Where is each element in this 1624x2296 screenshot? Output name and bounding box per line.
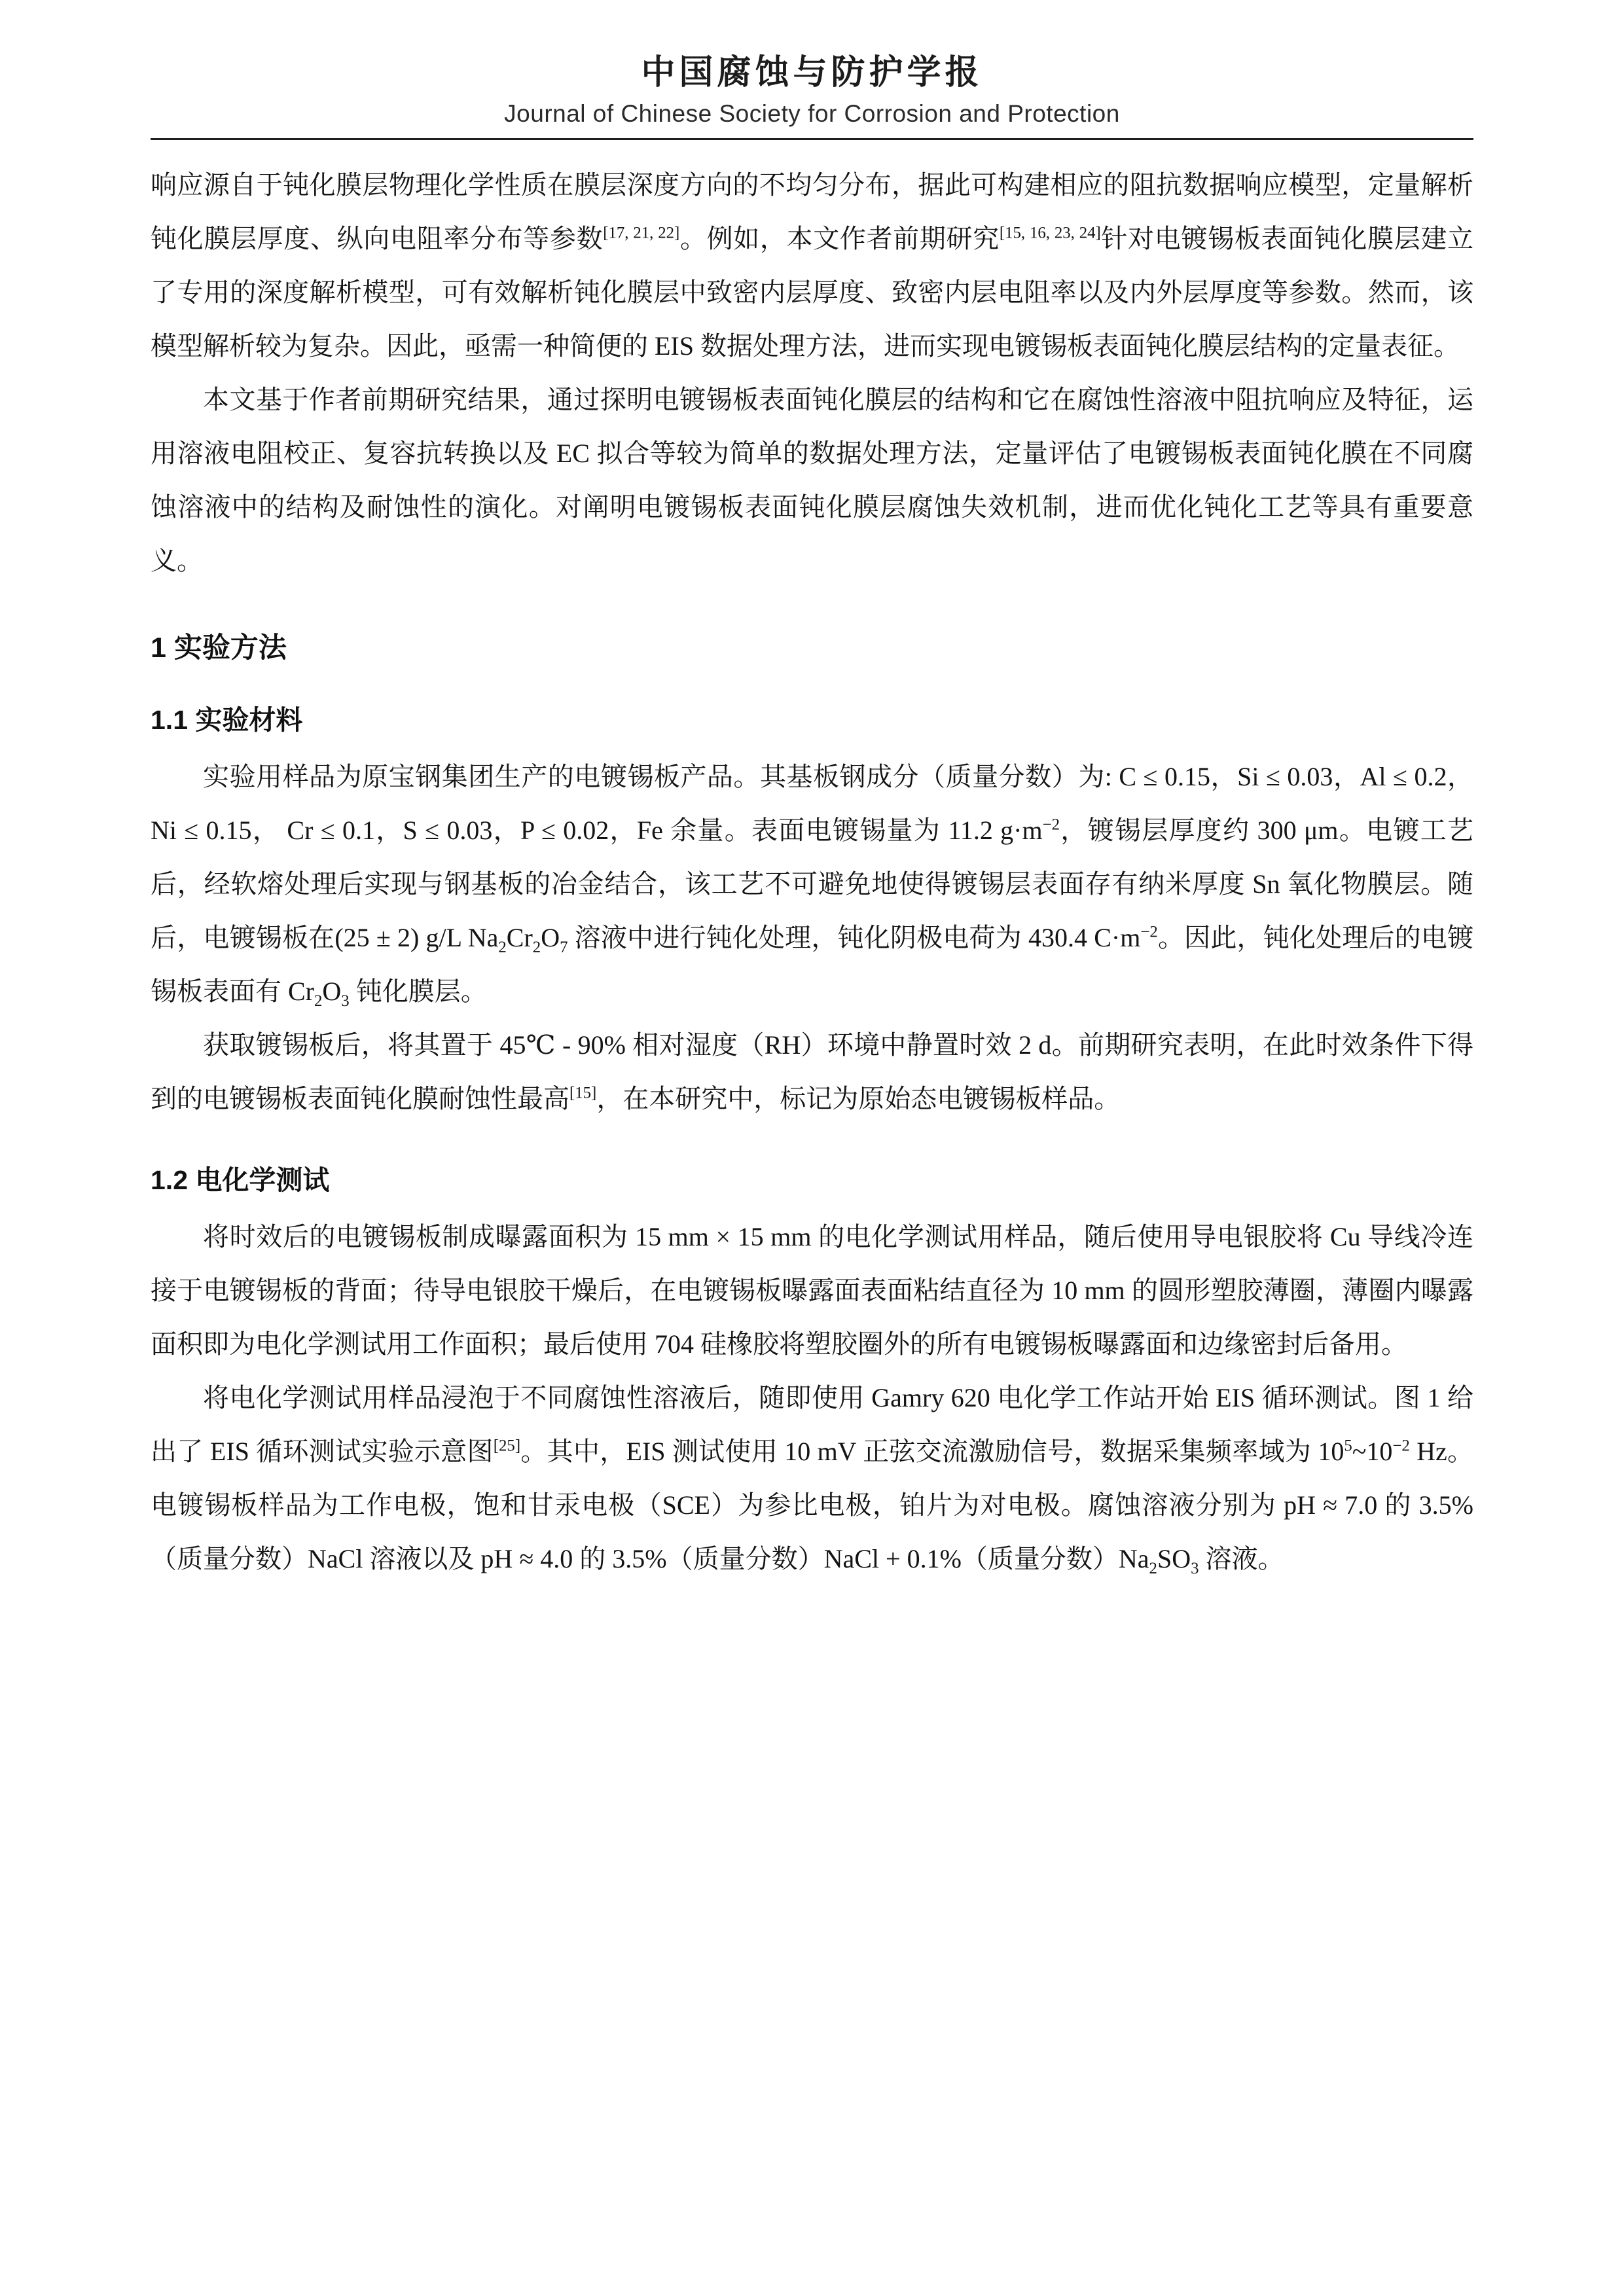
subsection-heading-1-1: 1.1 实验材料 (151, 705, 303, 735)
body-paragraph-continuation: 响应源自于钝化膜层物理化学性质在膜层深度方向的不均匀分布，据此可构建相应的阻抗数据响应模型，定量解析钝化膜层厚度、纵向电阻率分布等参数[17, 21, 22]。例如，本文作者前期研究[15, 16, 23, 24]针对电镀锡板表面钝化膜层建立了专用的深度解析模型，可有效解析钝化膜层中致密内层厚度、致密内层电阻率以及内外层厚度等参数。然而，该模型解析较为复杂。因此，亟需一种简便的 EIS 数据处理方法，进而实现电镀锡板表面钝化膜层结构的定量表征。 (151, 170, 1474, 361)
journal-title-en: Journal of Chinese Society for Corrosion and Protection (504, 100, 1120, 127)
body-paragraph: 本文基于作者前期研究结果，通过探明电镀锡板表面钝化膜层的结构和它在腐蚀性溶液中阻抗响应及特征，运用溶液电阻校正、复容抗转换以及 EC 拟合等较为简单的数据处理方法，定量评估了电镀锡板表面钝化膜在不同腐蚀溶液中的结构及耐蚀性的演化。对阐明电镀锡板表面钝化膜层腐蚀失效机制，进而优化钝化工艺等具有重要意义。 (151, 385, 1473, 575)
paper-body (151, 158, 1473, 1586)
body-paragraph: 实验用样品为原宝钢集团生产的电镀锡板产品。其基板钢成分（质量分数）为: C ≤ 0.15，Si ≤ 0.03，Al ≤ 0.2，Ni ≤ 0.15， Cr ≤ 0.1，S ≤ 0.03，P ≤ 0.02，Fe 余量。表面电镀锡量为 11.2 $g\cdot m^{-2}$，镀锡层厚度约 300 μm。电镀工艺后，经软熔处理后实现与钢基板的冶金结合，该工艺不可避免地使得镀锡层表面存有纳米厚度 Sn 氧化物膜层。随后，电镀锡板在(25 ± 2) g/L $Na_2Cr_2O_7$ 溶液中进行钝化处理，钝化阴极电荷为 430.4 $C\cdot m^{-2}$。因此，钝化处理后的电镀锡板表面有 $Cr_2O_3$ 钝化膜层。 (151, 762, 1474, 1010)
body-paragraph: 将电化学测试用样品浸泡于不同腐蚀性溶液后，随即使用 Gamry 620 电化学工作站开始 EIS 循环测试。图 1 给出了 EIS 循环测试实验示意图[25]。其中，EIS 测试使用 10 mV 正弦交流激励信号，数据采集频率域为 $10^5\sim 10^{-2}$ Hz。电镀锡板样品为工作电极，饱和甘汞电极（SCE）为参比电极，铂片为对电极。腐蚀溶液分别为 pH ≈ 7.0 的 3.5%（质量分数）NaCl 溶液以及 pH ≈ 4.0 的 3.5%（质量分数）NaCl + 0.1%（质量分数）$Na_2SO_3$ 溶液。 (151, 1383, 1474, 1577)
subsection-heading-1-2: 1.2 电化学测试 (151, 1165, 330, 1195)
journal-title-zh: 中国腐蚀与防护学报 (641, 54, 983, 92)
journal-header (151, 45, 1473, 128)
header-divider (151, 138, 1473, 140)
body-paragraph: 将时效后的电镀锡板制成曝露面积为 15 mm × 15 mm 的电化学测试用样品，随后使用导电银胶将 Cu 导线冷连接于电镀锡板的背面；待导电银胶干燥后，在电镀锡板曝露面表面粘结直径为 10 mm 的圆形塑胶薄圈，薄圈内曝露面积即为电化学测试用工作面积；最后使用 704 硅橡胶将塑胶圈外的所有电镀锡板曝露面和边缘密封后备用。 (151, 1222, 1473, 1359)
section-heading-1: 1 实验方法 (151, 632, 287, 664)
body-paragraph: 获取镀锡板后，将其置于 45℃ - 90% 相对湿度（RH）环境中静置时效 2 d。前期研究表明，在此时效条件下得到的电镀锡板表面钝化膜耐蚀性最高[15]，在本研究中，标记为原始态电镀锡板样品。 (151, 1030, 1473, 1113)
